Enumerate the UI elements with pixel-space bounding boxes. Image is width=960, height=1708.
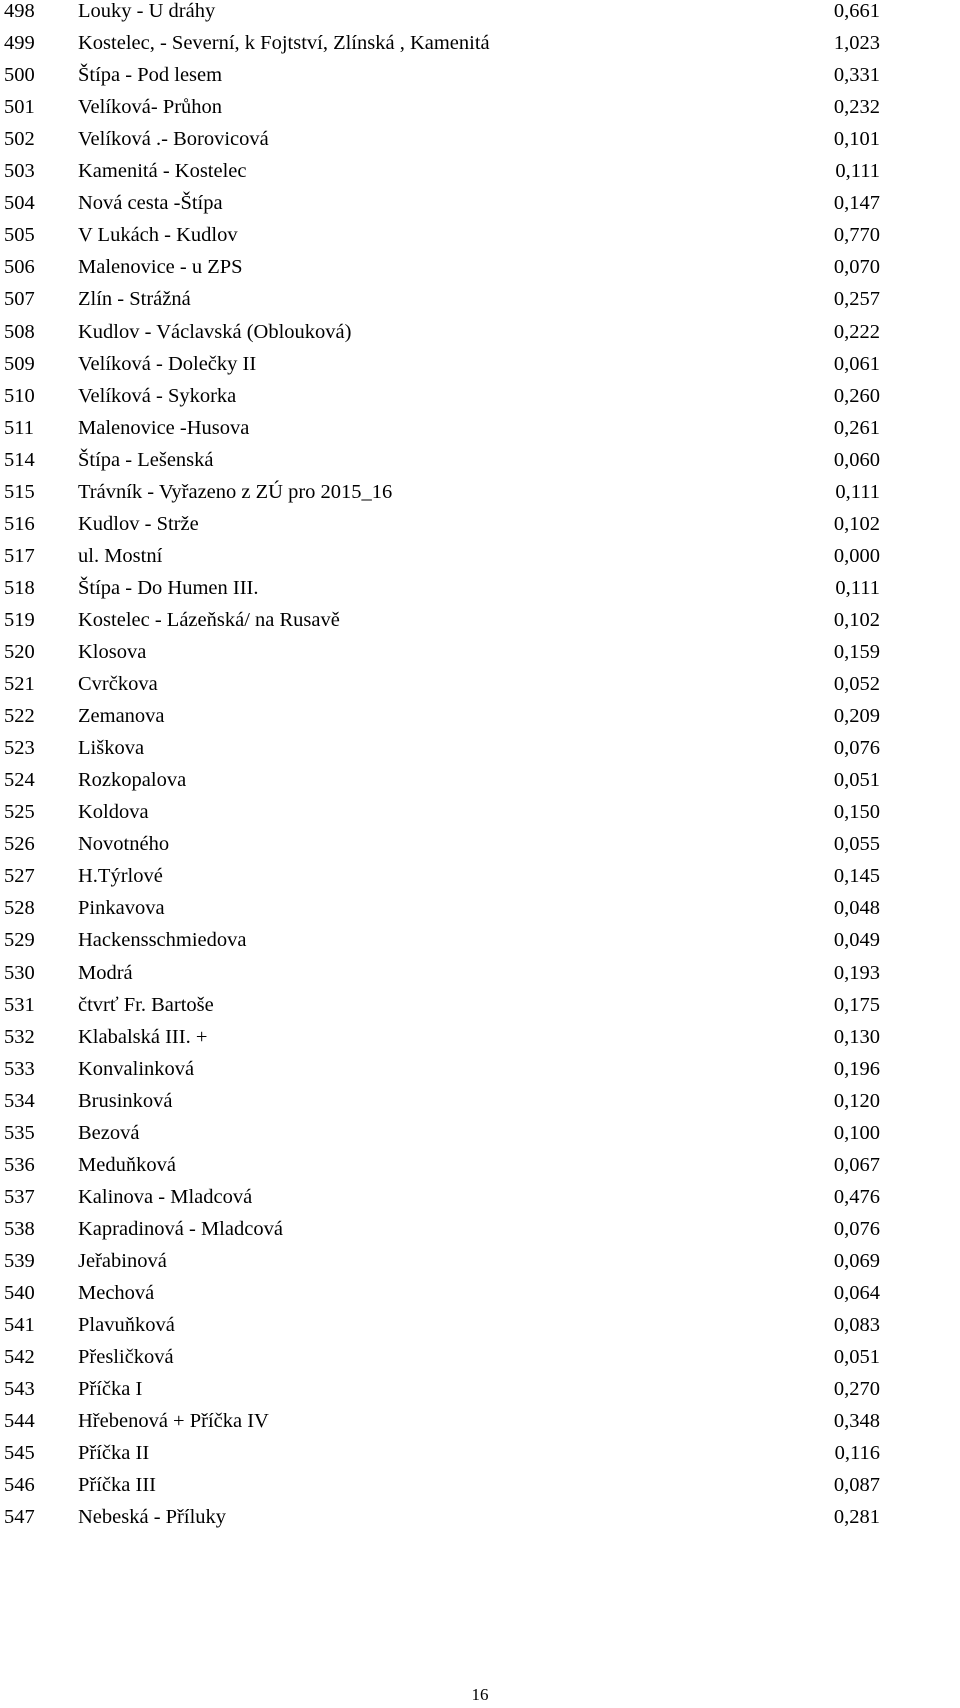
- length-value: 0,196: [833, 1057, 880, 1080]
- table-row: [0, 476, 960, 508]
- table-row: [0, 764, 960, 796]
- table-row: [0, 1309, 960, 1341]
- length-value: 0,111: [835, 576, 880, 599]
- row-number: 531: [4, 993, 35, 1016]
- street-name: Kostelec, - Severní, k Fojtství, Zlínská , Kamenitá: [78, 32, 490, 55]
- length-value: 0,193: [833, 961, 880, 984]
- table-row: [0, 668, 960, 700]
- table-row: [0, 27, 960, 59]
- table-row: [0, 860, 960, 892]
- length-value: 0,051: [833, 1346, 880, 1369]
- row-number: 504: [4, 192, 35, 215]
- table-row: [0, 1117, 960, 1149]
- row-number: 538: [4, 1217, 35, 1240]
- street-name: Kudlov - Václavská (Oblouková): [78, 320, 352, 343]
- street-name: Zlín - Strážná: [78, 288, 191, 311]
- length-value: 0,130: [833, 1025, 880, 1048]
- row-number: 543: [4, 1378, 35, 1401]
- length-value: 0,070: [833, 256, 880, 279]
- row-number: 521: [4, 673, 35, 696]
- street-name: Malenovice -Husova: [78, 416, 250, 439]
- table-row: [0, 1213, 960, 1245]
- row-number: 547: [4, 1506, 35, 1529]
- length-value: 0,257: [833, 288, 880, 311]
- row-number: 546: [4, 1474, 35, 1497]
- length-value: 0,145: [833, 865, 880, 888]
- row-number: 507: [4, 288, 35, 311]
- row-number: 523: [4, 737, 35, 760]
- table-row: [0, 508, 960, 540]
- length-value: 0,331: [833, 64, 880, 87]
- row-number: 501: [4, 96, 35, 119]
- table-row: [0, 1469, 960, 1501]
- street-name: Plavuňková: [78, 1314, 175, 1337]
- table-row: [0, 540, 960, 572]
- table-row: [0, 1021, 960, 1053]
- table-row: [0, 1341, 960, 1373]
- street-name: Trávník - Vyřazeno z ZÚ pro 2015_16: [78, 480, 393, 503]
- street-name: Novotného: [78, 833, 170, 856]
- street-name: Velíková - Sykorka: [78, 384, 237, 407]
- street-name: čtvrť Fr. Bartoše: [78, 993, 214, 1016]
- length-value: 0,052: [833, 673, 880, 696]
- row-number: 529: [4, 929, 35, 952]
- street-name: Modrá: [78, 961, 133, 984]
- length-value: 0,055: [833, 833, 880, 856]
- street-name: Kamenitá - Kostelec: [78, 160, 247, 183]
- street-name: Meduňková: [78, 1153, 176, 1176]
- street-name: Velíková- Průhon: [78, 96, 223, 119]
- length-value: 0,067: [833, 1153, 880, 1176]
- table-row: [0, 924, 960, 956]
- row-number: 525: [4, 801, 35, 824]
- table-row: [0, 91, 960, 123]
- row-number: 502: [4, 128, 35, 151]
- length-value: 0,120: [833, 1089, 880, 1112]
- street-name: Příčka II: [78, 1442, 150, 1465]
- row-number: 514: [4, 448, 35, 471]
- table-row: [0, 1245, 960, 1277]
- table-row: [0, 828, 960, 860]
- length-value: 0,209: [833, 705, 880, 728]
- length-value: 0,061: [833, 352, 880, 375]
- table-row: [0, 380, 960, 412]
- table-row: [0, 572, 960, 604]
- length-value: 0,076: [833, 1217, 880, 1240]
- street-name: Rozkopalova: [78, 769, 187, 792]
- length-value: 0,048: [833, 897, 880, 920]
- length-value: 0,049: [833, 929, 880, 952]
- street-name: Hackensschmiedova: [78, 929, 247, 952]
- row-number: 511: [4, 416, 34, 439]
- table-row: [0, 283, 960, 315]
- row-number: 499: [4, 32, 35, 55]
- row-number: 503: [4, 160, 35, 183]
- row-number: 540: [4, 1282, 35, 1304]
- length-value: 0,051: [833, 769, 880, 792]
- page-number: 16: [471, 1685, 489, 1704]
- table-row: [0, 316, 960, 348]
- row-number: 510: [4, 384, 35, 407]
- table-row: [0, 187, 960, 219]
- length-value: 0,102: [833, 608, 880, 631]
- length-value: 0,087: [833, 1474, 880, 1497]
- row-number: 509: [4, 352, 35, 375]
- street-name: Bezová: [78, 1121, 140, 1144]
- row-number: 519: [4, 608, 35, 631]
- table-row: [0, 957, 960, 989]
- row-number: 534: [4, 1089, 35, 1112]
- street-name: Malenovice - u ZPS: [78, 256, 243, 279]
- street-name: Velíková .- Borovicová: [78, 128, 269, 151]
- length-value: 0,476: [833, 1185, 880, 1208]
- length-value: 0,000: [833, 544, 880, 567]
- street-name: Štípa - Pod lesem: [78, 64, 223, 87]
- length-value: 0,100: [833, 1121, 880, 1144]
- length-value: 0,102: [833, 512, 880, 535]
- row-number: 517: [4, 544, 35, 567]
- street-name: Kudlov - Strže: [78, 512, 199, 535]
- table-row: [0, 1277, 960, 1309]
- length-value: 0,147: [833, 192, 880, 215]
- row-number: 542: [4, 1346, 35, 1369]
- street-name: Velíková - Dolečky II: [78, 352, 257, 375]
- street-name: Příčka III: [78, 1474, 156, 1497]
- table-row: [0, 636, 960, 668]
- row-number: 506: [4, 256, 35, 279]
- street-name: Nová cesta -Štípa: [78, 192, 223, 215]
- row-number: 522: [4, 705, 35, 728]
- length-value: 0,261: [833, 416, 880, 439]
- table-row: [0, 155, 960, 187]
- row-number: 524: [4, 769, 35, 792]
- length-value: 0,116: [834, 1442, 880, 1465]
- length-value: 0,076: [833, 737, 880, 760]
- row-number: 545: [4, 1442, 35, 1465]
- street-name: H.Týrlové: [78, 865, 163, 888]
- street-name: Jeřabinová: [78, 1249, 167, 1272]
- table-row: [0, 1085, 960, 1117]
- length-value: 0,064: [833, 1282, 880, 1304]
- row-number: 544: [4, 1410, 35, 1433]
- street-name: Klabalská III. +: [78, 1025, 208, 1048]
- length-value: 0,111: [835, 160, 880, 183]
- street-name: Liškova: [78, 737, 145, 760]
- length-value: 0,069: [833, 1249, 880, 1272]
- street-name: Mechová: [78, 1282, 155, 1304]
- row-number: 518: [4, 576, 35, 599]
- row-number: 505: [4, 224, 35, 247]
- table-row: [0, 1501, 960, 1533]
- row-number: 508: [4, 320, 35, 343]
- table-row: [0, 348, 960, 380]
- length-value: 0,770: [833, 224, 880, 247]
- length-value: 0,270: [833, 1378, 880, 1401]
- length-value: 0,101: [833, 128, 880, 151]
- street-name: Kalinova - Mladcová: [78, 1185, 253, 1208]
- length-value: 1,023: [833, 32, 880, 55]
- street-name: Příčka I: [78, 1378, 143, 1401]
- table-row: [0, 1181, 960, 1213]
- row-number: 537: [4, 1185, 35, 1208]
- length-value: 0,348: [833, 1410, 880, 1433]
- row-number: 533: [4, 1057, 35, 1080]
- street-name: Zemanova: [78, 705, 165, 728]
- table-row: [0, 1405, 960, 1437]
- length-value: 0,281: [833, 1506, 880, 1529]
- table-row: [0, 700, 960, 732]
- length-value: 0,060: [833, 448, 880, 471]
- row-number: 541: [4, 1314, 35, 1337]
- table-row: [0, 123, 960, 155]
- row-number: 520: [4, 641, 35, 663]
- row-number: 498: [4, 0, 35, 22]
- length-value: 0,159: [833, 641, 880, 663]
- length-value: 0,175: [833, 993, 880, 1016]
- table-row: [0, 732, 960, 764]
- street-name: Hřebenová + Příčka IV: [78, 1410, 269, 1433]
- table-row: [0, 1149, 960, 1181]
- length-value: 0,232: [833, 96, 880, 119]
- row-number: 535: [4, 1121, 35, 1144]
- table-row: [0, 412, 960, 444]
- row-number: 516: [4, 512, 35, 535]
- row-number: 536: [4, 1153, 35, 1176]
- street-name: Cvrčkova: [78, 673, 158, 696]
- street-name: Brusinková: [78, 1089, 173, 1112]
- table-row: [0, 1437, 960, 1469]
- table-row: [0, 892, 960, 924]
- table-row: [0, 989, 960, 1021]
- street-name: Kapradinová - Mladcová: [78, 1217, 283, 1240]
- row-number: 528: [4, 897, 35, 920]
- street-name: V Lukách - Kudlov: [78, 224, 238, 247]
- length-value: 0,150: [833, 801, 880, 824]
- street-name: Štípa - Lešenská: [78, 448, 214, 471]
- street-name: Pinkavova: [78, 897, 165, 920]
- row-number: 526: [4, 833, 35, 856]
- table-row: [0, 219, 960, 251]
- street-name: Přesličková: [78, 1346, 174, 1369]
- table-row: [0, 604, 960, 636]
- length-value: 0,111: [835, 480, 880, 503]
- row-number: 530: [4, 961, 35, 984]
- row-number: 500: [4, 64, 35, 87]
- length-value: 0,222: [833, 320, 880, 343]
- street-name: ul. Mostní: [78, 544, 163, 567]
- table-row: [0, 0, 960, 27]
- length-value: 0,661: [833, 0, 880, 22]
- table-row: [0, 1373, 960, 1405]
- length-value: 0,083: [833, 1314, 880, 1337]
- row-number: 515: [4, 480, 35, 503]
- table-row: [0, 1053, 960, 1085]
- table-row: [0, 59, 960, 91]
- street-name: Louky - U dráhy: [78, 0, 216, 22]
- row-number: 539: [4, 1249, 35, 1272]
- street-name: Konvalinková: [78, 1057, 195, 1080]
- street-name: Kostelec - Lázeňská/ na Rusavě: [78, 608, 340, 631]
- length-value: 0,260: [833, 384, 880, 407]
- street-name: Nebeská - Příluky: [78, 1506, 227, 1529]
- row-number: 527: [4, 865, 35, 888]
- street-name: Štípa - Do Humen III.: [78, 576, 259, 599]
- street-name: Klosova: [78, 641, 147, 663]
- table-row: [0, 444, 960, 476]
- table-row: [0, 251, 960, 283]
- table-row: [0, 796, 960, 828]
- row-number: 532: [4, 1025, 35, 1048]
- street-name: Koldova: [78, 801, 149, 824]
